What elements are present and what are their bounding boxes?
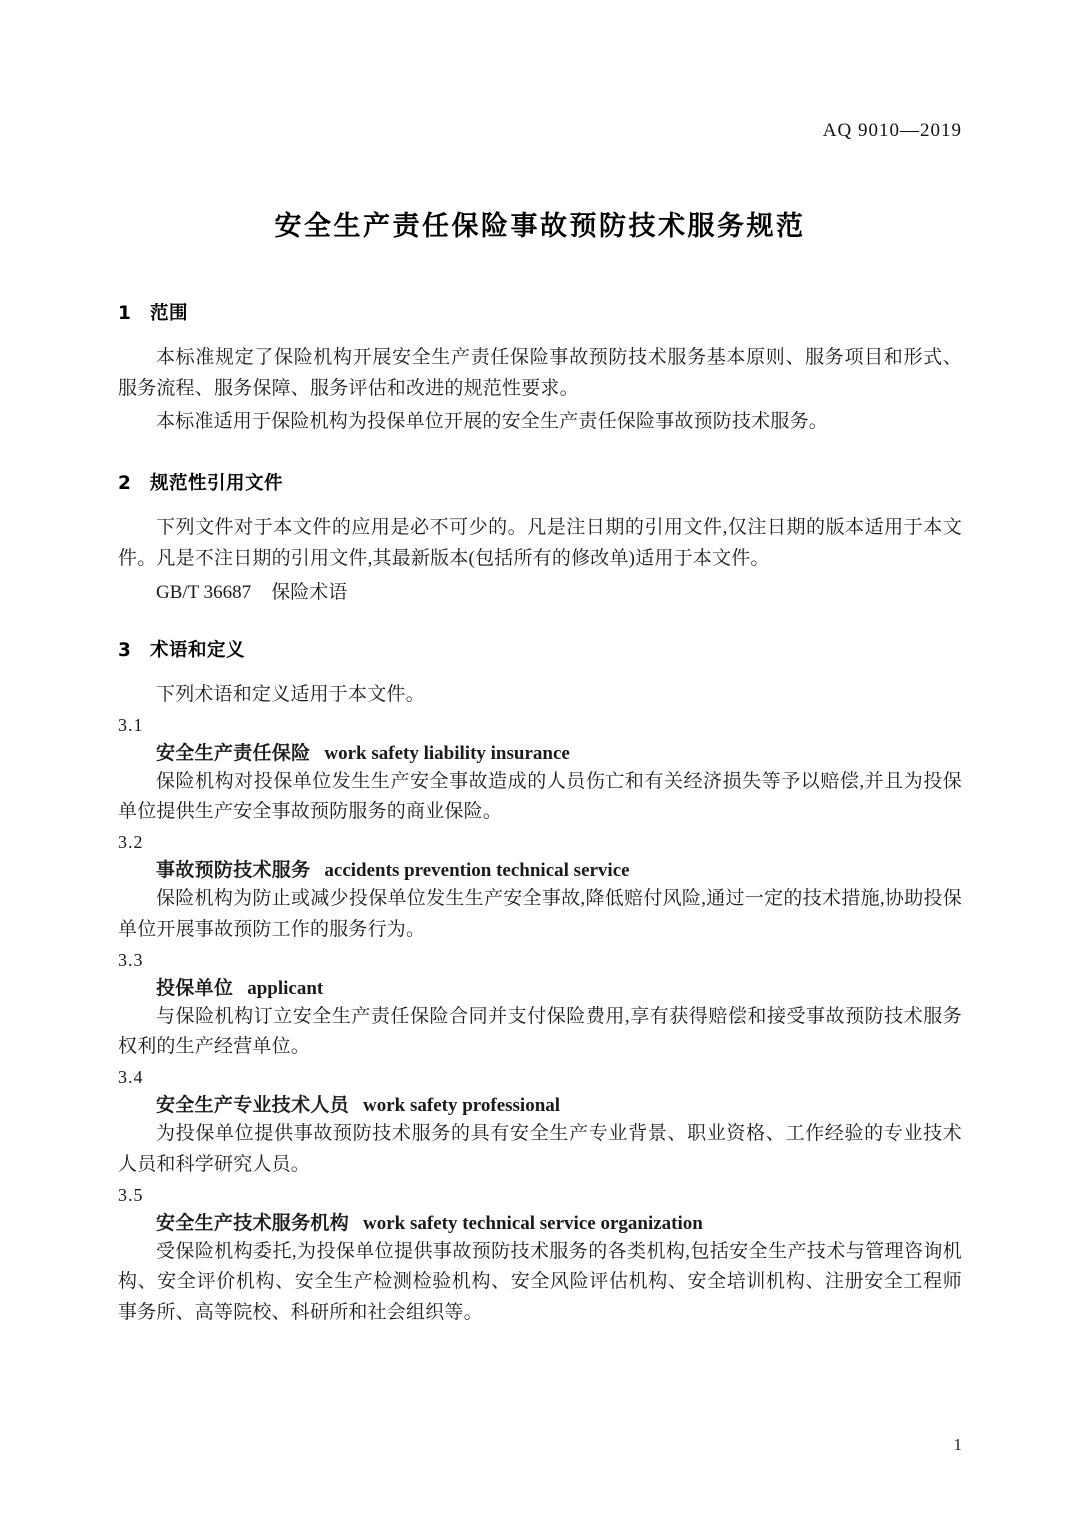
term-name-en: applicant xyxy=(247,977,324,999)
term-name-en: work safety liability insurance xyxy=(324,742,570,764)
term-name xyxy=(118,855,962,882)
section-heading-2 xyxy=(118,469,962,495)
page-title: 安全生产责任保险事故预防技术服务规范 xyxy=(274,211,806,242)
reference-code: GB/T 36687 xyxy=(156,581,252,603)
term-name xyxy=(118,973,962,1000)
normative-reference xyxy=(118,577,962,604)
section-normative-references xyxy=(118,469,962,604)
term-name xyxy=(118,1090,962,1117)
spacer xyxy=(118,610,962,636)
section-title-3: 术语和定义 xyxy=(150,639,246,661)
term-name-en: work safety professional xyxy=(363,1095,561,1117)
section-number-1: 1 xyxy=(118,303,132,324)
paragraph: 本标准适用于保险机构为投保单位开展的安全生产责任保险事故预防技术服务。 xyxy=(156,410,829,432)
term-definition: 为投保单位提供事故预防技术服务的具有安全生产专业背景、职业资格、工作经验的专业技术人员和科学研究人员。 xyxy=(118,1123,962,1175)
section-number-2: 2 xyxy=(118,473,132,495)
section-terms-and-definitions xyxy=(118,636,962,1329)
term-definition: 保险机构对投保单位发生生产安全事故造成的人员伤亡和有关经济损失等予以赔偿,并且为投保单位提供生产安全事故预防服务的商业保险。 xyxy=(118,770,962,823)
term-name-zh: 安全生产专业技术人员 xyxy=(156,1094,350,1117)
term-name-zh: 投保单位 xyxy=(156,976,234,999)
term-definition: 受保险机构委托,为投保单位提供事故预防技术服务的各类机构,包括安全生产技术与管理咨询机构、安全评价机构、安全生产检测检验机构、安全风险评估机构、安全培训机构、注册安全工程师事务所、高等院校、科研所和社会组织等。 xyxy=(118,1240,962,1324)
term-name xyxy=(118,738,962,765)
term-definition: 保险机构为防止或减少投保单位发生生产安全事故,降低赔付风险,通过一定的技术措施,协助投保单位开展事故预防工作的服务行为。 xyxy=(118,888,962,940)
term-number: 3.5 xyxy=(118,1184,144,1205)
term-name xyxy=(118,1208,962,1235)
term-name-en: accidents prevention technical service xyxy=(324,860,630,882)
standard-code-header: AQ 9010—2019 xyxy=(822,120,962,141)
section-title-1: 范围 xyxy=(150,303,189,324)
term-definition: 与保险机构订立安全生产责任保险合同并支付保险费用,享有获得赔偿和接受事故预防技术服务权利的生产经营单位。 xyxy=(118,1005,962,1058)
term-number: 3.1 xyxy=(118,714,144,735)
term-number: 3.3 xyxy=(118,949,144,970)
paragraph: 下列文件对于本文件的应用是必不可少的。凡是注日期的引用文件,仅注日期的版本适用于本文件。凡是不注日期的引用文件,其最新版本(包括所有的修改单)适用于本文件。 xyxy=(118,517,962,570)
term-name-zh: 安全生产技术服务机构 xyxy=(156,1211,350,1234)
section-heading-3 xyxy=(118,636,962,662)
term-number: 3.4 xyxy=(118,1067,144,1088)
reference-title: 保险术语 xyxy=(271,581,348,603)
section-scope xyxy=(118,299,962,437)
paragraph: 本标准规定了保险机构开展安全生产责任保险事故预防技术服务基本原则、服务项目和形式、服务流程、服务保障、服务评估和改进的规范性要求。 xyxy=(118,347,962,399)
spacer xyxy=(118,443,962,469)
section-heading-1 xyxy=(118,299,962,325)
term-name-en: work safety technical service organization xyxy=(363,1212,703,1234)
term-name-zh: 事故预防技术服务 xyxy=(156,859,311,882)
section-number-3: 3 xyxy=(118,639,132,661)
page-number: 1 xyxy=(953,1435,962,1454)
section-title-2: 规范性引用文件 xyxy=(150,473,284,495)
term-name-zh: 安全生产责任保险 xyxy=(156,741,311,764)
term-number: 3.2 xyxy=(118,832,144,853)
paragraph: 下列术语和定义适用于本文件。 xyxy=(156,683,425,705)
